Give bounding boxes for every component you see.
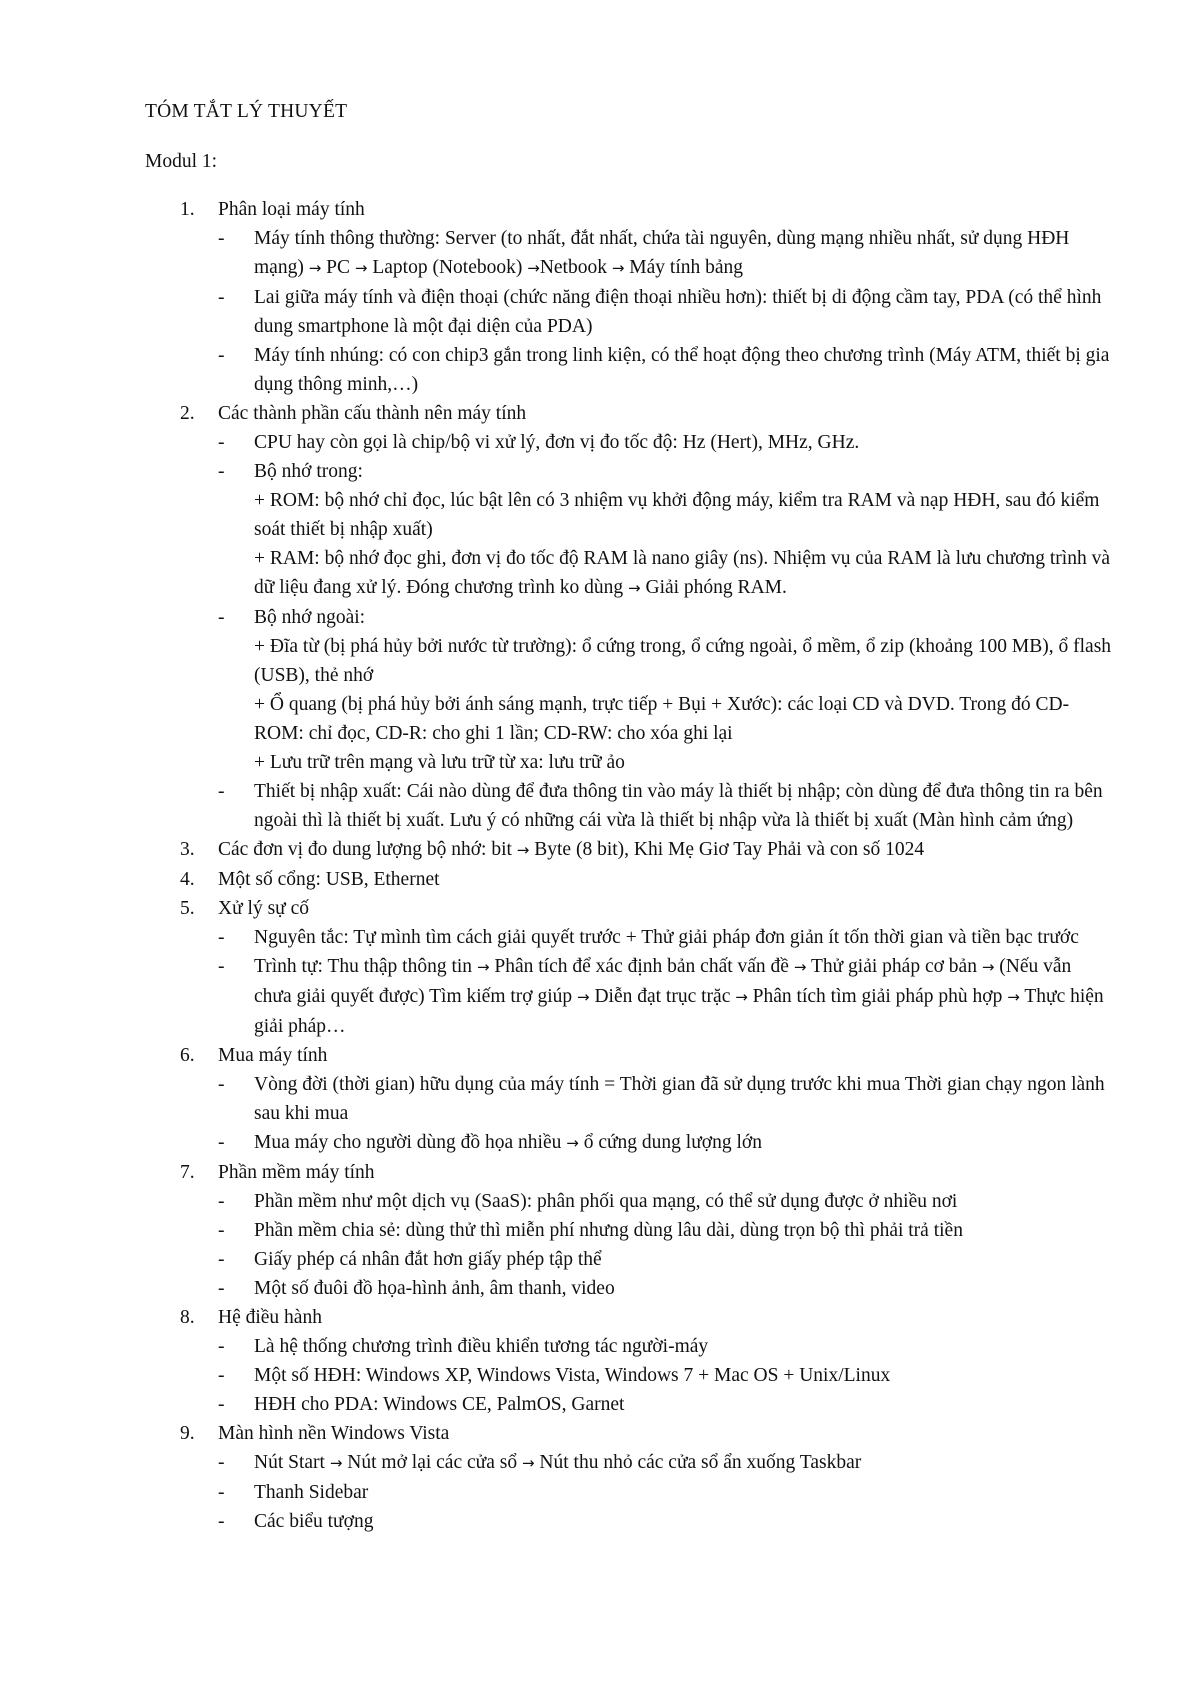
arrow-right-icon: → — [527, 259, 540, 277]
dash-bullet-icon: - — [218, 1511, 225, 1532]
bullet-item — [0, 1332, 1200, 1361]
bullet-text: Thiết bị nhập xuất: Cái nào dùng để đưa thông tin vào máy là thiết bị nhập; còn dùng để đưa thông tin ra bên ngoài thì là thiết bị xuất. Lưu ý có những cái vừa là thiết bị nhập vừa là thiết bị xuất (Màn hình cảm ứng) — [254, 781, 1103, 831]
bullet-text: Phần mềm như một dịch vụ (SaaS): phân phối qua mạng, có thể sử dụng được ở nhiều nơi — [254, 1191, 958, 1212]
bullet-text: + Lưu trữ trên mạng và lưu trữ từ xa: lưu trữ ảo — [254, 752, 625, 773]
bullet-item — [0, 283, 1200, 341]
outline-section — [0, 894, 1200, 923]
section-number: 5. — [180, 898, 195, 919]
dash-bullet-icon: - — [218, 1482, 225, 1503]
bullet-text: Trình tự: Thu thập thông tin → Phân tích để xác định bản chất vấn đề → Thử giải pháp cơ bản → (Nếu vẫn chưa giải quyết được) Tìm kiếm trợ giúp → Diễn đạt trục trặc → Phân tích tìm giải pháp phù hợp → Thực hiện giải pháp… — [254, 956, 1104, 1037]
bullet-item — [0, 1216, 1200, 1245]
outline-section — [0, 1041, 1200, 1070]
bullet-text: CPU hay còn gọi là chip/bộ vi xử lý, đơn vị đo tốc độ: Hz (Hert), MHz, GHz. — [254, 432, 860, 453]
dash-bullet-icon: - — [218, 1191, 225, 1212]
section-title: Xử lý sự cố — [218, 898, 310, 919]
arrow-right-icon: → — [611, 259, 625, 277]
dash-bullet-icon: - — [218, 287, 225, 308]
bullet-text: Vòng đời (thời gian) hữu dụng của máy tính = Thời gian đã sử dụng trước khi mua Thời gian chạy ngon lành sau khi mua — [254, 1074, 1105, 1124]
arrow-right-icon: → — [566, 1134, 579, 1152]
bullet-item — [0, 428, 1200, 457]
dash-bullet-icon: - — [218, 432, 225, 453]
bullet-item — [0, 1187, 1200, 1216]
outline-section — [0, 1419, 1200, 1448]
bullet-item — [0, 777, 1200, 835]
section-title: Màn hình nền Windows Vista — [218, 1423, 450, 1444]
dash-bullet-icon: - — [218, 956, 225, 977]
section-number: 1. — [180, 199, 195, 220]
bullet-text: Nguyên tắc: Tự mình tìm cách giải quyết trước + Thử giải pháp đơn giản ít tốn thời gian và tiền bạc trước — [254, 927, 1079, 948]
section-number: 7. — [180, 1162, 195, 1183]
bullet-text: Bộ nhớ ngoài: — [254, 607, 366, 628]
section-title: Hệ điều hành — [218, 1307, 322, 1328]
dash-bullet-icon: - — [218, 1074, 225, 1095]
bullet-text: Bộ nhớ trong: — [254, 461, 363, 482]
section-title: Một số cổng: USB, Ethernet — [218, 869, 440, 890]
dash-bullet-icon: - — [218, 461, 225, 482]
module-heading: Modul 1: — [145, 151, 218, 172]
bullet-item — [0, 224, 1200, 283]
dash-bullet-icon: - — [218, 1365, 225, 1386]
bullet-text: HĐH cho PDA: Windows CE, PalmOS, Garnet — [254, 1394, 625, 1415]
dash-bullet-icon: - — [218, 1452, 225, 1473]
outline-section — [0, 865, 1200, 894]
dash-bullet-icon: - — [218, 1278, 225, 1299]
outline-section — [0, 1303, 1200, 1332]
dash-bullet-icon: - — [218, 345, 225, 366]
bullet-text: Một số HĐH: Windows XP, Windows Vista, Windows 7 + Mac OS + Unix/Linux — [254, 1365, 891, 1386]
bullet-text: Một số đuôi đồ họa-hình ảnh, âm thanh, video — [254, 1278, 615, 1299]
bullet-item — [0, 1478, 1200, 1507]
bullet-item — [0, 1245, 1200, 1274]
bullet-text: Máy tính thông thường: Server (to nhất, đắt nhất, chứa tài nguyên, dùng mạng nhiều nhất, sử dụng HĐH mạng) → PC → Laptop (Notebook) →Netbook → Máy tính bảng — [254, 228, 1070, 278]
section-number: 3. — [180, 839, 195, 860]
bullet-item — [0, 1274, 1200, 1303]
bullet-item — [0, 1448, 1200, 1478]
bullet-text: Máy tính nhúng: có con chip3 gắn trong linh kiện, có thể hoạt động theo chương trình (Máy ATM, thiết bị gia dụng thông minh,…) — [254, 345, 1110, 395]
bullet-text: Giấy phép cá nhân đắt hơn giấy phép tập thể — [254, 1249, 602, 1270]
bullet-item-continuation — [0, 690, 1200, 748]
bullet-text: Lai giữa máy tính và điện thoại (chức năng điện thoại nhiều hơn): thiết bị di động cầm tay, PDA (có thể hình dung smartphone là một đại diện của PDA) — [254, 287, 1102, 337]
dash-bullet-icon: - — [218, 1394, 225, 1415]
section-number: 2. — [180, 403, 195, 424]
bullet-item — [0, 603, 1200, 632]
bullet-text: Thanh Sidebar — [254, 1482, 369, 1503]
bullet-item — [0, 1361, 1200, 1390]
bullet-item — [0, 341, 1200, 399]
section-title: Các thành phần cấu thành nên máy tính — [218, 403, 527, 424]
bullet-text: + Ổ quang (bị phá hủy bởi ánh sáng mạnh, trực tiếp + Bụi + Xước): các loại CD và DVD. Trong đó CD-ROM: chỉ đọc, CD-R: cho ghi 1 lần; CD-RW: cho xóa ghi lại — [254, 694, 1070, 744]
dash-bullet-icon: - — [218, 1220, 225, 1241]
arrow-right-icon: → — [577, 988, 590, 1006]
outline-section — [0, 835, 1200, 865]
dash-bullet-icon: - — [218, 228, 225, 249]
arrow-right-icon: → — [793, 958, 807, 976]
bullet-item-continuation — [0, 486, 1200, 544]
bullet-item — [0, 952, 1200, 1041]
bullet-text: Nút Start → Nút mở lại các cửa sổ → Nút thu nhỏ các cửa sổ ẩn xuống Taskbar — [254, 1452, 862, 1473]
dash-bullet-icon: - — [218, 1249, 225, 1270]
section-number: 9. — [180, 1423, 195, 1444]
bullet-item-continuation — [0, 748, 1200, 777]
bullet-item — [0, 457, 1200, 486]
bullet-item — [0, 1507, 1200, 1536]
dash-bullet-icon: - — [218, 1336, 225, 1357]
outline-section — [0, 399, 1200, 428]
outline — [0, 195, 1200, 1536]
dash-bullet-icon: - — [218, 927, 225, 948]
section-title: Phần mềm máy tính — [218, 1162, 375, 1183]
arrow-right-icon: → — [735, 988, 748, 1006]
section-title: Các đơn vị đo dung lượng bộ nhớ: bit → Byte (8 bit), Khi Mẹ Giơ Tay Phải và con số 1024 — [218, 839, 925, 860]
arrow-right-icon: → — [981, 958, 995, 976]
dash-bullet-icon: - — [218, 781, 225, 802]
arrow-right-icon: → — [329, 1454, 343, 1472]
bullet-text: + ROM: bộ nhớ chỉ đọc, lúc bật lên có 3 nhiệm vụ khởi động máy, kiểm tra RAM và nạp HĐH, sau đó kiểm soát thiết bị nhập xuất) — [254, 490, 1100, 540]
section-title: Phân loại máy tính — [218, 199, 365, 220]
section-number: 4. — [180, 869, 195, 890]
section-title: Mua máy tính — [218, 1045, 328, 1066]
arrow-right-icon: → — [308, 259, 322, 277]
bullet-item — [0, 1070, 1200, 1128]
bullet-item — [0, 1390, 1200, 1419]
document-title: TÓM TẮT LÝ THUYẾT — [145, 101, 348, 122]
section-number: 6. — [180, 1045, 195, 1066]
arrow-right-icon: → — [521, 1454, 535, 1472]
arrow-right-icon: → — [1007, 988, 1020, 1006]
dash-bullet-icon: - — [218, 1132, 225, 1153]
bullet-item-continuation — [0, 544, 1200, 603]
arrow-right-icon: → — [354, 259, 368, 277]
outline-section — [0, 195, 1200, 224]
bullet-item — [0, 1128, 1200, 1158]
arrow-right-icon: → — [476, 958, 490, 976]
dash-bullet-icon: - — [218, 607, 225, 628]
bullet-text: + Đĩa từ (bị phá hủy bởi nước từ trường): ổ cứng trong, ổ cứng ngoài, ổ mềm, ổ zip (khoảng 100 MB), ổ flash (USB), thẻ nhớ — [254, 636, 1112, 686]
arrow-right-icon: → — [516, 841, 530, 859]
bullet-item-continuation — [0, 632, 1200, 690]
bullet-text: Các biểu tượng — [254, 1511, 374, 1532]
arrow-right-icon: → — [628, 579, 641, 597]
section-number: 8. — [180, 1307, 195, 1328]
bullet-text: Mua máy cho người dùng đồ họa nhiều → ổ cứng dung lượng lớn — [254, 1132, 762, 1153]
bullet-text: Phần mềm chia sẻ: dùng thử thì miễn phí nhưng dùng lâu dài, dùng trọn bộ thì phải trả tiền — [254, 1220, 963, 1241]
bullet-item — [0, 923, 1200, 952]
bullet-text: Là hệ thống chương trình điều khiển tương tác người-máy — [254, 1336, 709, 1357]
outline-section — [0, 1158, 1200, 1187]
bullet-text: + RAM: bộ nhớ đọc ghi, đơn vị đo tốc độ RAM là nano giây (ns). Nhiệm vụ của RAM là lưu chương trình và dữ liệu đang xử lý. Đóng chương trình ko dùng → Giải phóng RAM. — [254, 548, 1110, 598]
